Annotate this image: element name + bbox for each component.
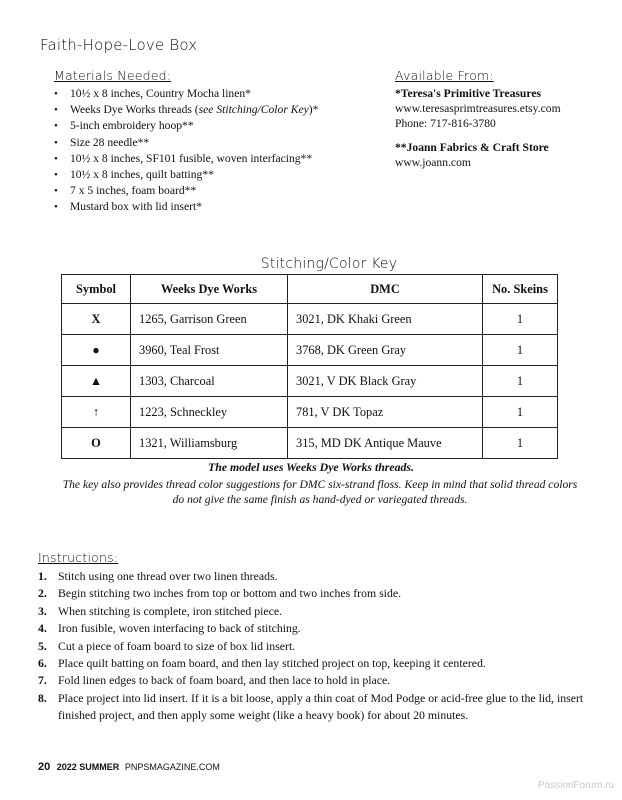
list-item: • 7 x 5 inches, foam board** — [52, 183, 318, 199]
weeks-cell: 1223, Schneckley — [131, 397, 288, 428]
weeks-cell: 3960, Teal Frost — [131, 335, 288, 366]
model-note: The model uses Weeks Dye Works threads. — [208, 460, 414, 474]
source-name: **Joann Fabrics & Craft Store — [395, 141, 549, 154]
column-header: Symbol — [62, 275, 131, 304]
source-phone: Phone: 717-816-3780 — [395, 117, 496, 131]
list-item: 4. Iron fusible, woven interfacing to back of stitching. — [38, 621, 301, 636]
table-row — [62, 366, 558, 397]
table-row — [62, 397, 558, 428]
column-header: No. Skeins — [483, 275, 558, 304]
list-item: 1. Stitch using one thread over two linen threads. — [38, 569, 278, 583]
dmc-cell: 3021, V DK Black Gray — [288, 366, 483, 397]
table-row — [62, 304, 558, 335]
dmc-cell: 3768, DK Green Gray — [288, 335, 483, 366]
dmc-cell: 315, MD DK Antique Mauve — [288, 428, 483, 459]
page-number: 20 — [38, 761, 51, 773]
site-label: PNPSMAGAZINE.COM — [124, 762, 220, 772]
symbol-cell: ● — [62, 335, 131, 366]
list-item: • 5-inch embroidery hoop** — [52, 118, 318, 134]
skeins-cell: 1 — [483, 304, 558, 335]
column-header: Weeks Dye Works — [131, 275, 288, 304]
source-joann — [395, 140, 549, 170]
list-item: 2. Begin stitching two inches from top or bottom and two inches from side. — [38, 586, 402, 601]
materials-heading: Materials Needed: — [54, 68, 172, 83]
list-item: • 10½ x 8 inches, SF101 fusible, woven interfacing** — [52, 151, 318, 167]
instructions-heading: Instructions: — [38, 550, 119, 565]
symbol-cell: X — [62, 304, 131, 335]
source-url[interactable]: www.joann.com — [395, 156, 471, 170]
symbol-cell: O — [62, 428, 131, 459]
watermark: PassionForum.ru — [537, 780, 614, 791]
page-title: Faith-Hope-Love Box — [40, 36, 198, 54]
list-item: 3. When stitching is complete, iron stitched piece. — [38, 603, 283, 618]
key-note: The key also provides thread color suggestions for DMC six-strand floss. Keep in mind that solid thread colors do not give the same finish as hand-dyed or variegated threads. — [62, 478, 578, 506]
source-name: *Teresa's Primitive Treasures — [395, 87, 541, 100]
list-item: • Mustard box with lid insert* — [52, 199, 318, 215]
list-item: • Weeks Dye Works threads (see Stitching/Color Key)* — [52, 102, 318, 118]
materials-list — [52, 86, 318, 216]
skeins-cell: 1 — [483, 335, 558, 366]
skeins-cell: 1 — [483, 428, 558, 459]
dmc-cell: 781, V DK Topaz — [288, 397, 483, 428]
weeks-cell: 1303, Charcoal — [131, 366, 288, 397]
list-item: • 10½ x 8 inches, Country Mocha linen* — [52, 86, 318, 102]
skeins-cell: 1 — [483, 397, 558, 428]
list-item: 8. Place project into lid insert. If it is a bit loose, apply a thin coat of Mod Podge or acid-free glue to the lid, insert finished project, and then apply some weight (like a heavy book) for about 20 minutes. — [38, 690, 584, 723]
list-item: • 10½ x 8 inches, quilt batting** — [52, 167, 318, 183]
symbol-cell: ↑ — [62, 397, 131, 428]
dmc-cell: 3021, DK Khaki Green — [288, 304, 483, 335]
list-item: 5. Cut a piece of foam board to size of box lid insert. — [38, 638, 296, 653]
page-footer — [38, 761, 220, 773]
available-heading: Available From: — [395, 68, 494, 83]
issue-label: 2022 SUMMER — [56, 762, 120, 772]
list-item: 7. Fold linen edges to back of foam board, and then lace to hold in place. — [38, 673, 391, 688]
column-header: DMC — [288, 275, 483, 304]
table-row — [62, 428, 558, 459]
table-header-row — [62, 275, 558, 304]
list-item: • Size 28 needle** — [52, 135, 318, 151]
list-item: 6. Place quilt batting on foam board, and then lay stitched project on top, keeping it centered. — [38, 656, 486, 671]
skeins-cell: 1 — [483, 366, 558, 397]
weeks-cell: 1321, Williamsburg — [131, 428, 288, 459]
table-row — [62, 335, 558, 366]
instructions-list — [38, 568, 598, 725]
symbol-cell: ▲ — [62, 366, 131, 397]
color-key-table — [61, 274, 558, 459]
source-url[interactable]: www.teresasprimtreasures.etsy.com — [395, 102, 561, 116]
weeks-cell: 1265, Garrison Green — [131, 304, 288, 335]
source-teresas — [395, 86, 561, 132]
key-heading: Stitching/Color Key — [260, 256, 398, 272]
